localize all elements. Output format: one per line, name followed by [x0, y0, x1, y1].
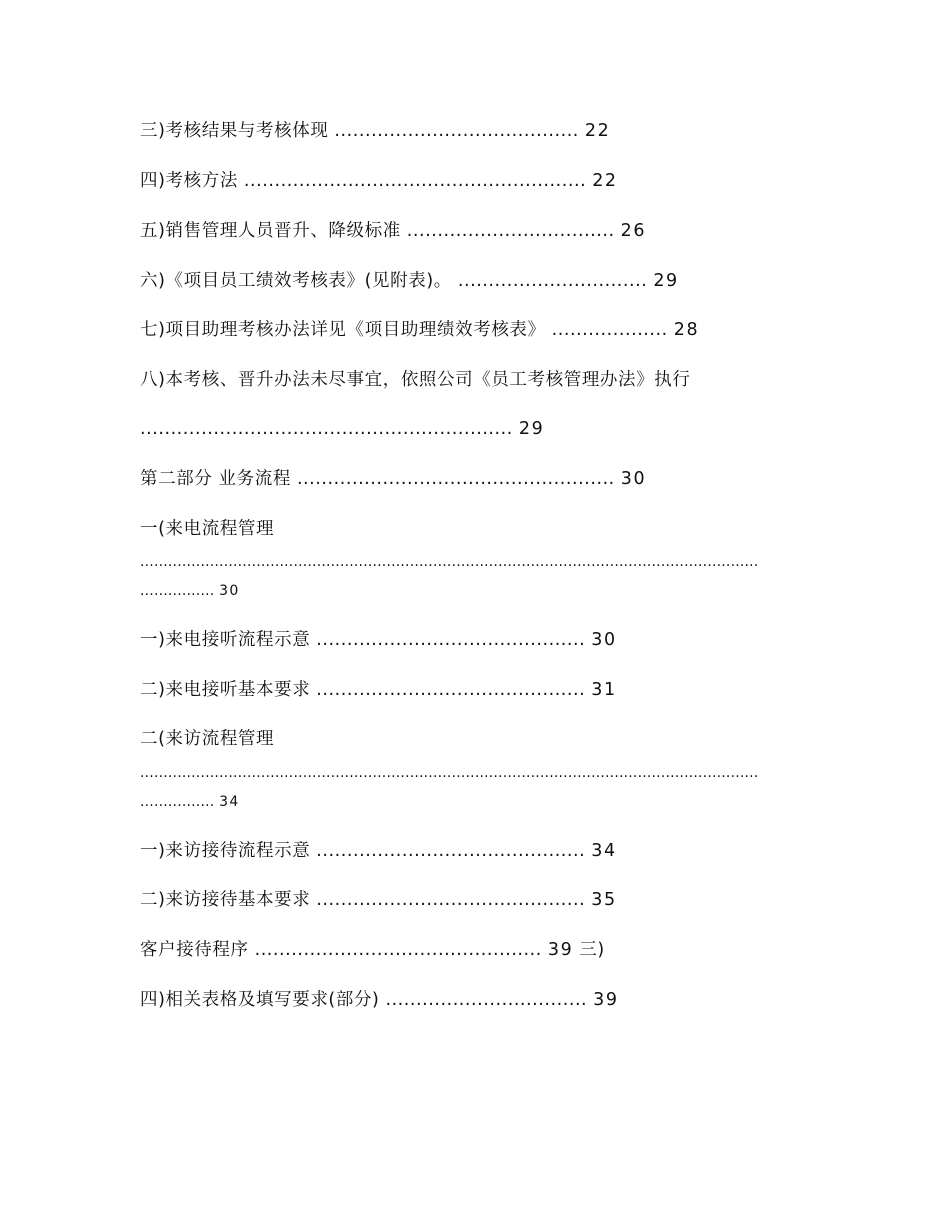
toc-leader-dots: ........................................................ — [243, 171, 587, 191]
toc-leader-dots: ................... — [551, 320, 668, 340]
toc-leader-dots: ................................. — [385, 990, 588, 1010]
toc-entry-forms[interactable] — [140, 989, 619, 1011]
toc-page-number: 34 — [219, 794, 240, 810]
toc-entry-call-process[interactable] — [140, 518, 274, 540]
toc-entry-call-requirements[interactable] — [140, 679, 617, 701]
toc-leader-dots: ............................................ — [316, 630, 586, 650]
toc-leader-dots: .................................................... — [296, 469, 615, 489]
toc-entry-title: 四)相关表格及填写要求(部分) — [140, 990, 380, 1010]
toc-page-number: 30 — [620, 469, 647, 489]
toc-entry-title: 七)项目助理考核办法详见《项目助理绩效考核表》 — [140, 320, 546, 340]
toc-page-number: 26 — [620, 221, 647, 241]
toc-entry-title: 六)《项目员工绩效考核表》(见附表)。 — [140, 271, 452, 291]
toc-entry-suffix: 三) — [579, 940, 605, 960]
toc-page-number: 22 — [584, 121, 611, 141]
toc-entry-customer-reception[interactable] — [140, 939, 605, 961]
toc-entry-title: 二)来电接听基本要求 — [140, 680, 311, 700]
toc-entry-call-process-dots — [140, 553, 758, 571]
toc-entry-title: 三)考核结果与考核体现 — [140, 121, 329, 141]
toc-entry-visit-requirements[interactable] — [140, 889, 617, 911]
toc-leader-dots: ..................................................................................................................................... — [140, 765, 759, 781]
toc-page-number: 39 — [593, 990, 619, 1010]
toc-entry-ba[interactable] — [140, 369, 690, 391]
toc-leader-dots: ........................................ — [334, 121, 579, 141]
toc-leader-dots: .................................. — [406, 221, 615, 241]
toc-entry-title: 一(来电流程管理 — [140, 519, 275, 539]
toc-entry-san[interactable] — [140, 120, 610, 142]
toc-entry-title: 四)考核方法 — [140, 171, 238, 191]
toc-leader-dots: ............................... — [457, 271, 648, 291]
toc-entry-liu[interactable] — [140, 270, 679, 292]
toc-page-number: 29 — [518, 419, 545, 439]
toc-page-number: 31 — [591, 680, 617, 700]
toc-entry-visit-process[interactable] — [140, 728, 274, 750]
toc-entry-title: 第二部分 业务流程 — [140, 469, 291, 489]
toc-leader-dots: ............................................ — [316, 680, 586, 700]
toc-leader-dots: ................ — [140, 583, 215, 599]
toc-entry-visit-process-continued[interactable] — [140, 793, 240, 811]
toc-page-number: 28 — [673, 320, 700, 340]
toc-page-number: 22 — [592, 171, 618, 191]
toc-leader-dots: ................ — [140, 794, 215, 810]
toc-page-number: 30 — [219, 583, 240, 599]
toc-entry-title: 五)销售管理人员晋升、降级标准 — [140, 221, 401, 241]
toc-entry-ba-continued[interactable] — [140, 418, 544, 440]
toc-page-number: 39 — [547, 940, 574, 960]
toc-entry-qi[interactable] — [140, 319, 699, 341]
toc-entry-title: 一)来电接听流程示意 — [140, 630, 311, 650]
toc-leader-dots: ............................................... — [254, 940, 542, 960]
toc-leader-dots: ............................................ — [316, 890, 586, 910]
toc-entry-wu[interactable] — [140, 220, 646, 242]
toc-entry-visit-process-dots — [140, 764, 758, 782]
toc-entry-call-process-continued[interactable] — [140, 582, 240, 600]
toc-entry-si[interactable] — [140, 170, 618, 192]
toc-leader-dots: ............................................................. — [140, 419, 513, 439]
toc-entry-title: 八)本考核、晋升办法未尽事宜，依照公司《员工考核管理办法》执行 — [140, 370, 691, 390]
toc-entry-call-flow[interactable] — [140, 629, 617, 651]
toc-entry-title: 二)来访接待基本要求 — [140, 890, 311, 910]
toc-entry-title: 一)来访接待流程示意 — [140, 841, 311, 861]
toc-entry-title: 客户接待程序 — [140, 940, 249, 960]
toc-entry-title: 二(来访流程管理 — [140, 729, 275, 749]
toc-page-number: 34 — [591, 841, 617, 861]
toc-entry-visit-flow[interactable] — [140, 840, 617, 862]
toc-leader-dots: ............................................ — [316, 841, 586, 861]
toc-leader-dots: ..................................................................................................................................... — [140, 554, 759, 570]
toc-page-number: 29 — [653, 271, 679, 291]
toc-page-number: 30 — [591, 630, 617, 650]
toc-page-number: 35 — [591, 890, 617, 910]
toc-entry-part-two[interactable] — [140, 468, 646, 490]
